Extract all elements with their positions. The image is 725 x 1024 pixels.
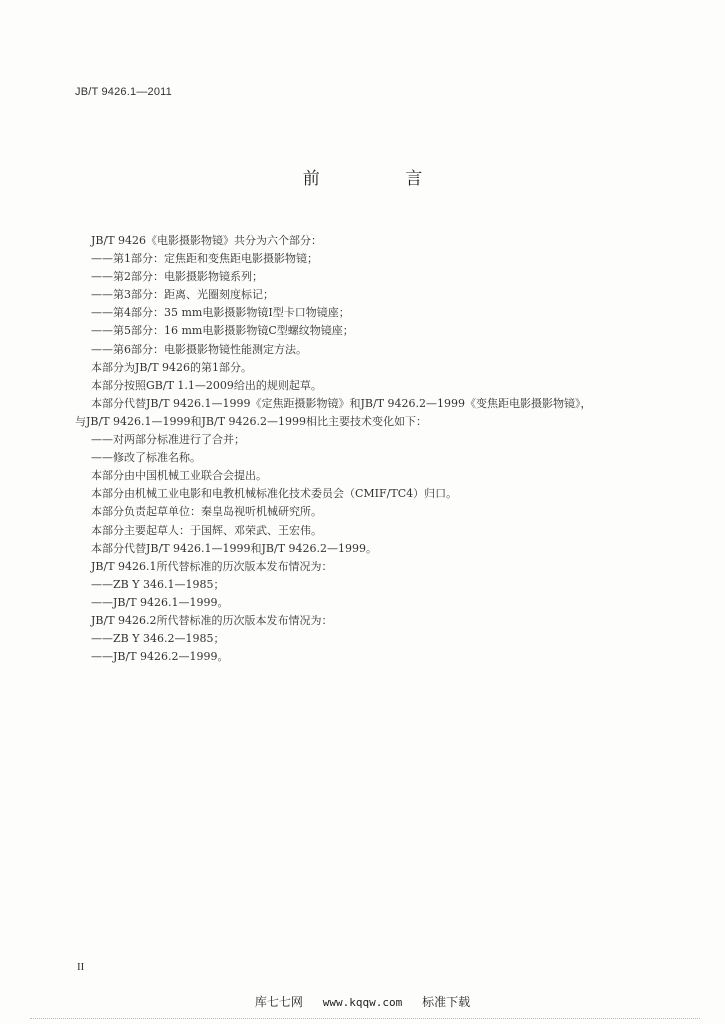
text-line: ——ZB Y 346.2—1985； <box>91 632 225 646</box>
text-line: 本部分代替JB/T 9426.1—1999和JB/T 9426.2—1999。 <box>91 541 378 555</box>
footer-site-name: 库七七网 <box>254 995 303 1009</box>
text-line: 本部分为JB/T 9426的第1部分。 <box>91 360 253 374</box>
footer-divider <box>30 1018 700 1019</box>
text-line: ——第5部分：16 mm电影摄影物镜C型螺纹物镜座； <box>91 324 354 338</box>
text-line: ——修改了标准名称。 <box>91 451 201 465</box>
text-line: 本部分由机械工业电影和电教机械标准化技术委员会（CMIF/TC4）归口。 <box>91 487 458 501</box>
text-line: 本部分负责起草单位：秦皇岛视听机械研究所。 <box>91 505 322 519</box>
text-line: ——JB/T 9426.2—1999。 <box>91 650 229 664</box>
foreword-body <box>75 232 691 666</box>
footer-url[interactable]: www.kqqw.com <box>322 996 403 1009</box>
text-line: ——对两部分标准进行了合并； <box>91 433 245 447</box>
text-line: 本部分主要起草人：于国辉、邓荣武、王宏伟。 <box>91 523 322 537</box>
text-line: ——ZB Y 346.1—1985； <box>91 577 225 591</box>
text-line: ——第4部分：35 mm电影摄影物镜Ⅰ型卡口物镜座； <box>91 306 350 320</box>
text-line: ——第1部分：定焦距和变焦距电影摄影物镜； <box>91 252 318 266</box>
page-title: 前 言 <box>302 169 463 189</box>
footer-slogan: 标准下载 <box>422 995 471 1009</box>
text-line: ——JB/T 9426.1—1999。 <box>91 595 229 609</box>
page-number: II <box>77 961 85 973</box>
text-line: JB/T 9426.1所代替标准的历次版本发布情况为： <box>91 559 333 573</box>
text-line: 本部分代替JB/T 9426.1—1999《定焦距摄影物镜》和JB/T 9426.2—1999《变焦距电影摄影物镜》， <box>91 396 592 410</box>
text-line: 与JB/T 9426.1—1999和JB/T 9426.2—1999相比主要技术变化如下： <box>75 414 428 428</box>
text-line: 本部分按照GB/T 1.1—2009给出的规则起草。 <box>91 378 322 392</box>
text-line: JB/T 9426《电影摄影物镜》共分为六个部分： <box>91 234 323 247</box>
text-line: ——第6部分：电影摄影物镜性能测定方法。 <box>91 342 307 356</box>
text-line: 本部分由中国机械工业联合会提出。 <box>91 469 267 483</box>
footer <box>0 993 725 1010</box>
text-line: JB/T 9426.2所代替标准的历次版本发布情况为： <box>91 613 333 627</box>
text-line: ——第2部分：电影摄影物镜系列； <box>91 270 263 284</box>
document-code: JB/T 9426.1—2011 <box>75 86 172 98</box>
text-line: ——第3部分：距离、光圈刻度标记； <box>91 288 274 302</box>
